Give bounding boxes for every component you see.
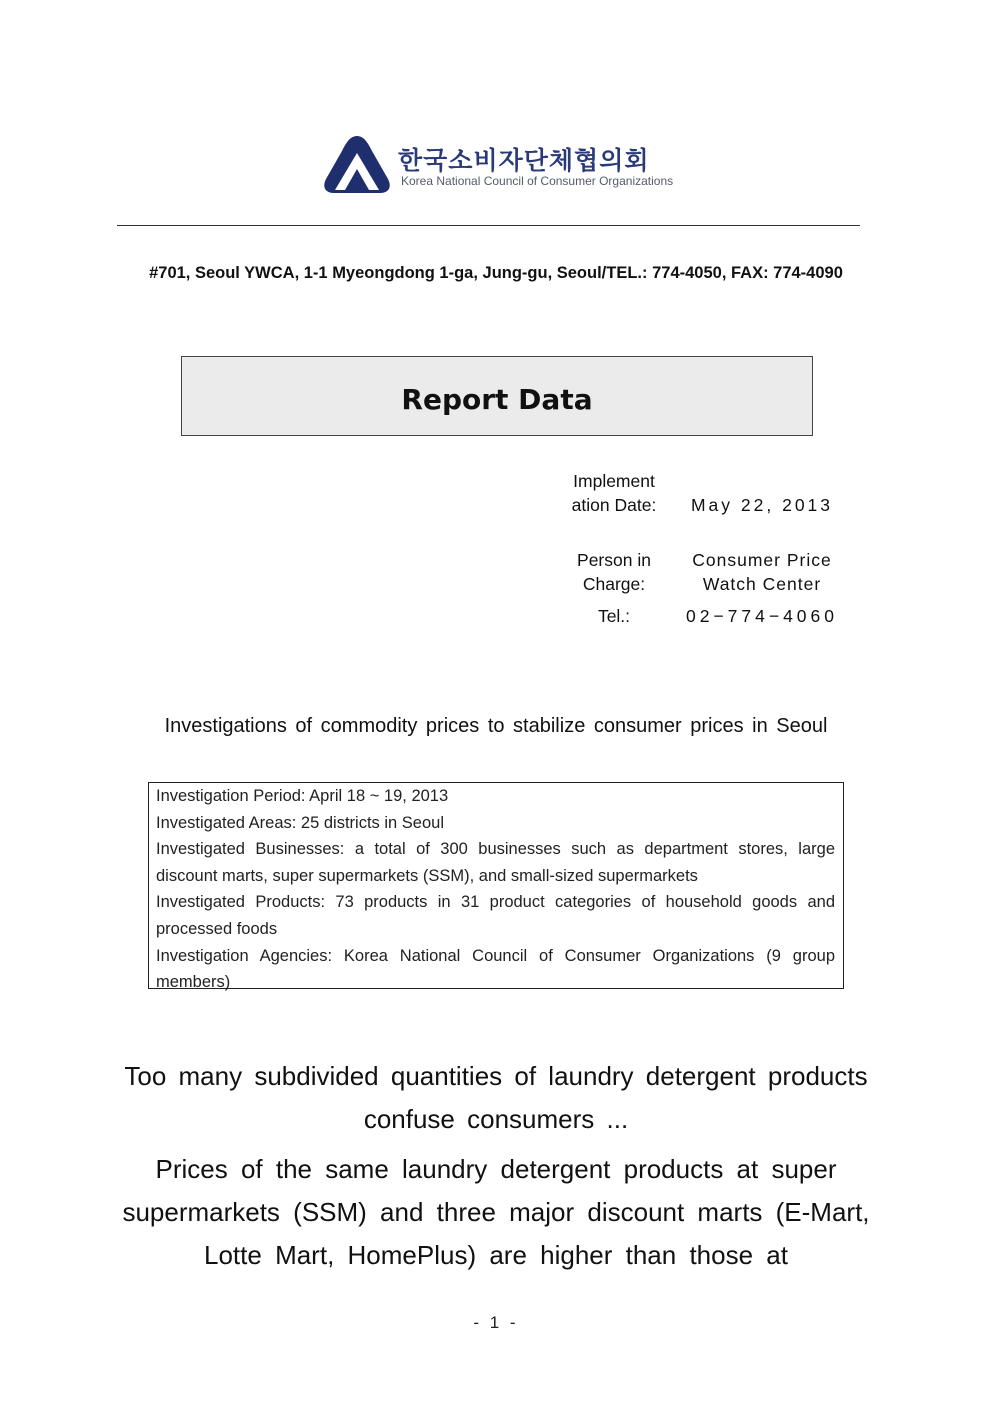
org-name-korean: 한국소비자단체협의회: [398, 146, 650, 175]
organization-logo: [322, 133, 672, 195]
investigation-period: Investigation Period: April 18 ~ 19, 2013: [156, 787, 449, 805]
tel-label: Tel.:: [597, 606, 631, 626]
implementation-date-value: May 22, 2013: [690, 495, 834, 515]
header-divider: [117, 225, 860, 226]
tel-value: 02−774−4060: [685, 606, 839, 626]
org-name-english: Korea National Council of Consumer Organizations: [401, 174, 674, 188]
report-title: Report Data: [401, 382, 593, 416]
person-in-charge-value: Consumer Price Watch Center: [692, 550, 832, 594]
investigated-businesses: Investigated Businesses: a total of 300 businesses such as department stores, large discount marts, super supermarkets (SSM), and small-sized supermarkets: [156, 840, 835, 885]
headline-primary: Too many subdivided quantities of laundry detergent products confuse consumers ...: [124, 1061, 868, 1134]
page-number: - 1 -: [473, 1313, 519, 1332]
investigation-summary-box: [148, 782, 844, 992]
headline-secondary: Prices of the same laundry detergent products at super supermarkets (SSM) and three major discount marts (E-Mart, Lotte Mart, HomePlus) are higher than those at: [122, 1154, 870, 1270]
implementation-date-label: Implement ation Date:: [571, 471, 657, 515]
report-title-box: [181, 356, 813, 436]
investigated-products: Investigated Products: 73 products in 31 product categories of household goods and processed foods: [156, 893, 835, 938]
investigation-agencies: Investigation Agencies: Korea National Council of Consumer Organizations (9 group members): [156, 946, 835, 992]
investigation-title: Investigations of commodity prices to stabilize consumer prices in Seoul: [164, 715, 828, 737]
org-address: #701, Seoul YWCA, 1-1 Myeongdong 1-ga, Jung-gu, Seoul/TEL.: 774-4050, FAX: 774-4090: [149, 264, 843, 282]
logo-emblem-icon: [322, 133, 392, 195]
person-in-charge-label: Person in Charge:: [577, 550, 651, 594]
investigated-areas: Investigated Areas: 25 districts in Seoul: [156, 813, 444, 832]
